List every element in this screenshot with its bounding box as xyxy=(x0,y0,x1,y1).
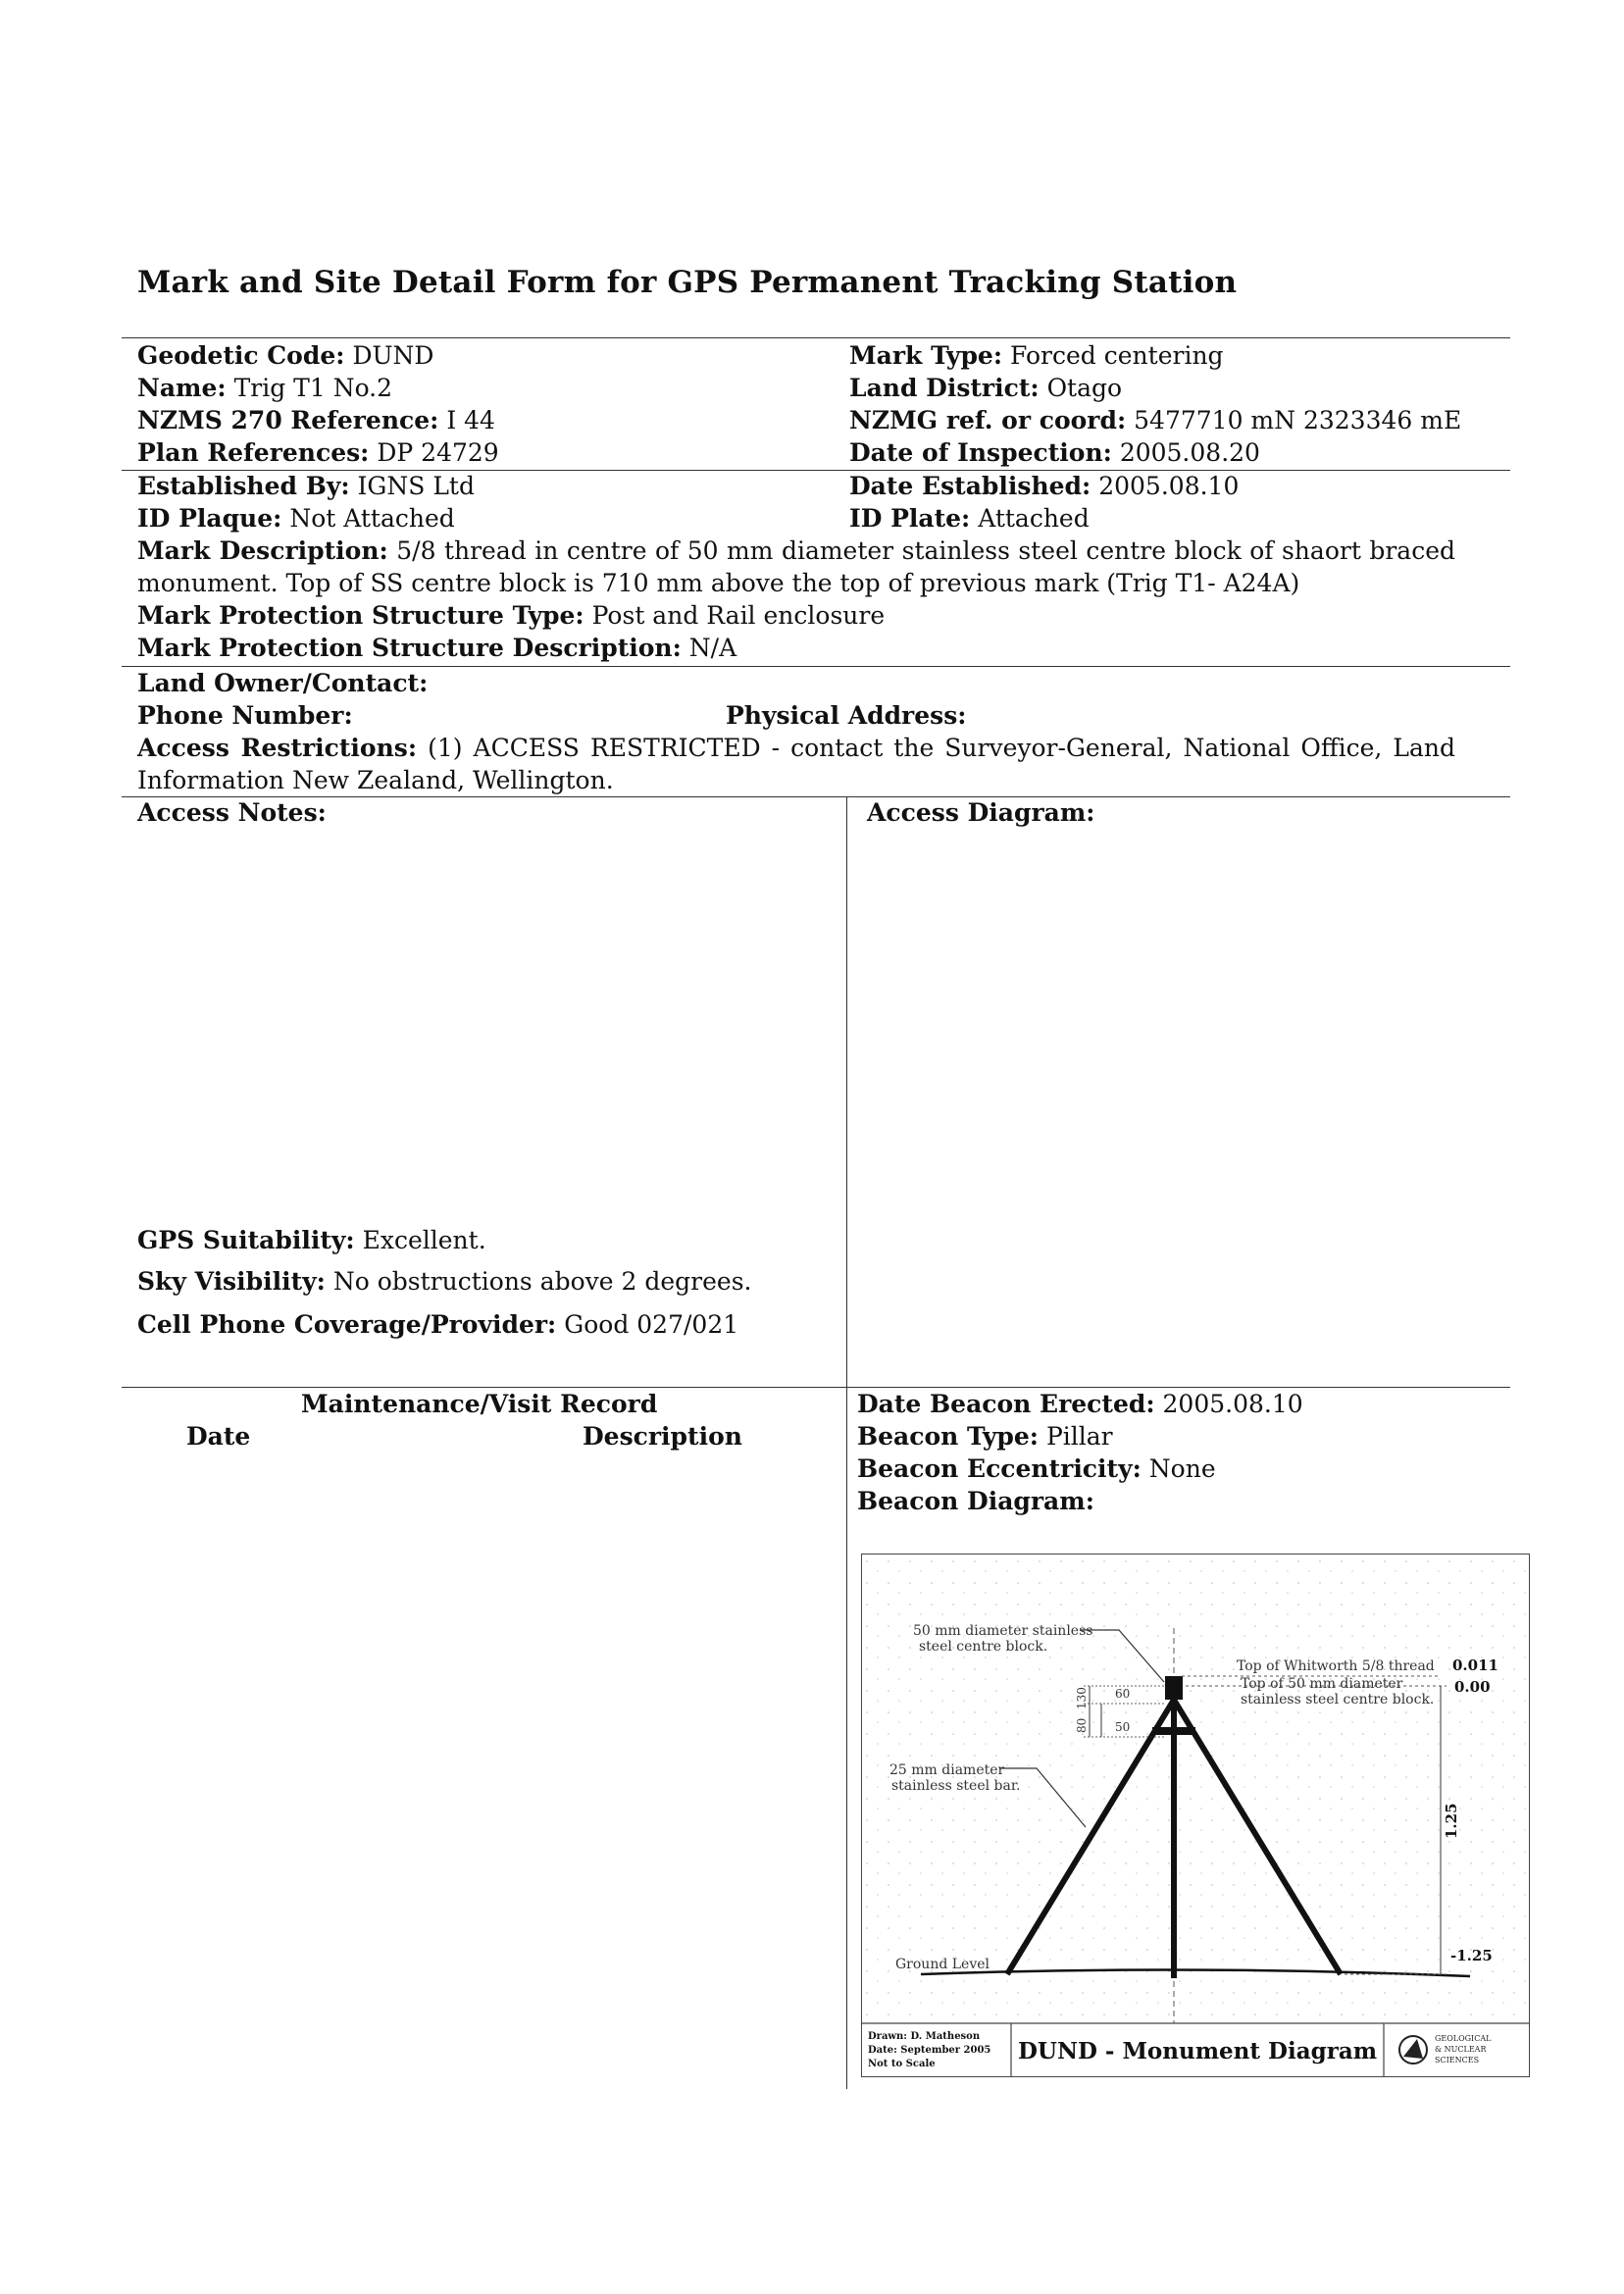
access-notes-label: Access Notes: xyxy=(137,798,327,827)
drawn-date: Date: September 2005 xyxy=(868,2045,991,2056)
value-top: 0.00 xyxy=(1454,1678,1491,1696)
drawn-by: Drawn: D. Matheson xyxy=(868,2031,981,2042)
callout-thread: Top of Whitworth 5/8 thread xyxy=(1237,1658,1435,1674)
beacon-type: Beacon Type: Pillar xyxy=(857,1422,1113,1451)
date-established: Date Established: 2005.08.10 xyxy=(849,472,1240,500)
beacon-diagram-label: Beacon Diagram: xyxy=(857,1487,1094,1515)
org-line-3: SCIENCES xyxy=(1435,2056,1480,2065)
phone-number: Phone Number: xyxy=(137,701,353,730)
id-plaque: ID Plaque: Not Attached xyxy=(137,504,455,533)
date-of-inspection: Date of Inspection: 2005.08.20 xyxy=(849,438,1260,467)
callout-bar-1: 25 mm diameter xyxy=(889,1762,1005,1778)
dim-height: 1.25 xyxy=(1443,1803,1460,1839)
dim-130: 130 xyxy=(1075,1687,1089,1709)
nzmg-coord: NZMG ref. or coord: 5477710 mN 2323346 mE xyxy=(849,406,1462,434)
land-owner-contact: Land Owner/Contact: xyxy=(137,669,429,697)
monument-diagram-svg xyxy=(862,1555,1529,2076)
divider xyxy=(122,796,1510,797)
ground-label: Ground Level xyxy=(895,1957,990,1972)
callout-top-1: Top of 50 mm diameter xyxy=(1241,1676,1403,1692)
ground-value: -1.25 xyxy=(1450,1947,1493,1964)
protection-structure-type: Mark Protection Structure Type: Post and Rail enclosure xyxy=(137,601,886,630)
id-plate: ID Plate: Attached xyxy=(849,504,1090,533)
station-name: Name: Trig T1 No.2 xyxy=(137,374,393,402)
value-thread: 0.011 xyxy=(1452,1657,1498,1674)
access-restrictions: Access Restrictions: (1) ACCESS RESTRICTED - contact the Surveyor-General, National Office, Land Information New Zealand, Wellington. xyxy=(137,734,1455,794)
diagram-title: DUND - Monument Diagram xyxy=(1017,2038,1378,2065)
dim-80: 80 xyxy=(1075,1717,1089,1733)
callout-block-1: 50 mm diameter stainless xyxy=(913,1623,1093,1639)
scale-note: Not to Scale xyxy=(868,2059,936,2069)
maintenance-date-header: Date xyxy=(186,1422,251,1451)
divider xyxy=(122,337,1510,338)
land-district: Land District: Otago xyxy=(849,374,1123,402)
plan-references: Plan References: DP 24729 xyxy=(137,438,499,467)
gns-logo-icon xyxy=(1399,2036,1427,2064)
org-line-2: & NUCLEAR xyxy=(1435,2045,1487,2054)
form-title: Mark and Site Detail Form for GPS Permanent Tracking Station xyxy=(137,265,1238,300)
geodetic-code: Geodetic Code: DUND xyxy=(137,341,434,370)
protection-structure-description: Mark Protection Structure Description: N/A xyxy=(137,634,737,662)
maintenance-record-title: Maintenance/Visit Record xyxy=(301,1390,658,1418)
gps-suitability: GPS Suitability: Excellent. xyxy=(137,1226,486,1254)
nzms-reference: NZMS 270 Reference: I 44 xyxy=(137,406,495,434)
callout-bar-2: stainless steel bar. xyxy=(891,1778,1021,1794)
column-divider xyxy=(846,796,847,1387)
beacon-eccentricity: Beacon Eccentricity: None xyxy=(857,1454,1216,1483)
mark-description: Mark Description: 5/8 thread in centre of 50 mm diameter stainless steel centre block of shaort braced monument. Top of SS centre block is 710 mm above the top of previous mark (Trig T1- A24A) xyxy=(137,536,1456,597)
physical-address: Physical Address: xyxy=(726,701,967,730)
dim-50: 50 xyxy=(1115,1720,1131,1734)
callout-top-2: stainless steel centre block. xyxy=(1241,1692,1435,1708)
column-divider xyxy=(846,1387,847,2089)
beacon-diagram xyxy=(861,1554,1530,2077)
cell-phone-coverage: Cell Phone Coverage/Provider: Good 027/021 xyxy=(137,1310,739,1339)
mark-type: Mark Type: Forced centering xyxy=(849,341,1224,370)
cross-brace xyxy=(1152,1727,1195,1735)
date-beacon-erected: Date Beacon Erected: 2005.08.10 xyxy=(857,1390,1303,1418)
sky-visibility: Sky Visibility: No obstructions above 2 degrees. xyxy=(137,1267,752,1296)
maintenance-description-header: Description xyxy=(583,1422,742,1451)
established-by: Established By: IGNS Ltd xyxy=(137,472,475,500)
access-diagram-label: Access Diagram: xyxy=(867,798,1095,827)
callout-block-2: steel centre block. xyxy=(919,1639,1048,1655)
centre-block xyxy=(1165,1676,1183,1700)
dim-60: 60 xyxy=(1115,1687,1131,1701)
org-line-1: GEOLOGICAL xyxy=(1435,2034,1492,2043)
